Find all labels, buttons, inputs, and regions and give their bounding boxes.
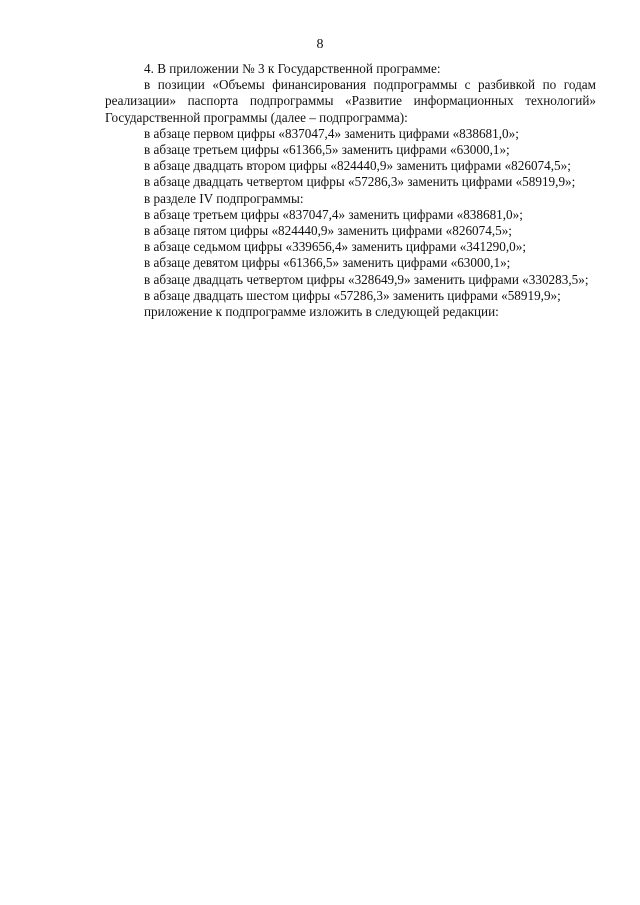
paragraph-section-ninth: в абзаце девятом цифры «61366,5» заменить цифрами «63000,1»;	[144, 255, 511, 271]
paragraph-passport-third: в абзаце третьем цифры «61366,5» заменить цифрами «63000,1»;	[144, 142, 510, 158]
paragraph-financing-position: в позиции «Объемы финансирования подпрограммы с разбивкой по годам реализации» паспорта подпрограммы «Развитие информационных технологий» Государственной программы (далее – подпрограмма):	[105, 77, 596, 125]
paragraph-item-4-heading: 4. В приложении № 3 к Государственной программе:	[144, 61, 441, 76]
paragraph-section-iv: в разделе IV подпрограммы:	[144, 190, 304, 206]
paragraph-section-twenty-fourth: в абзаце двадцать четвертом цифры «328649,9» заменить цифрами «330283,5»;	[144, 271, 589, 287]
paragraph-section-third: в абзаце третьем цифры «837047,4» заменить цифрами «838681,0»;	[144, 206, 523, 222]
document-body	[105, 61, 596, 320]
paragraph-section-fifth: в абзаце пятом цифры «824440,9» заменить цифрами «826074,5»;	[144, 223, 512, 239]
paragraph-section-seventh: в абзаце седьмом цифры «339656,4» заменить цифрами «341290,0»;	[144, 239, 527, 255]
paragraph-appendix-intro: приложение к подпрограмме изложить в следующей редакции:	[144, 304, 499, 320]
paragraph-section-twenty-sixth: в абзаце двадцать шестом цифры «57286,3» заменить цифрами «58919,9»;	[144, 287, 561, 303]
page-number: 8	[316, 37, 324, 52]
paragraph-passport-twenty-fourth: в абзаце двадцать четвертом цифры «57286,3» заменить цифрами «58919,9»;	[144, 174, 576, 190]
paragraph-passport-first: в абзаце первом цифры «837047,4» заменить цифрами «838681,0»;	[144, 125, 519, 141]
paragraph-passport-twenty-second: в абзаце двадцать втором цифры «824440,9» заменить цифрами «826074,5»;	[144, 158, 571, 174]
